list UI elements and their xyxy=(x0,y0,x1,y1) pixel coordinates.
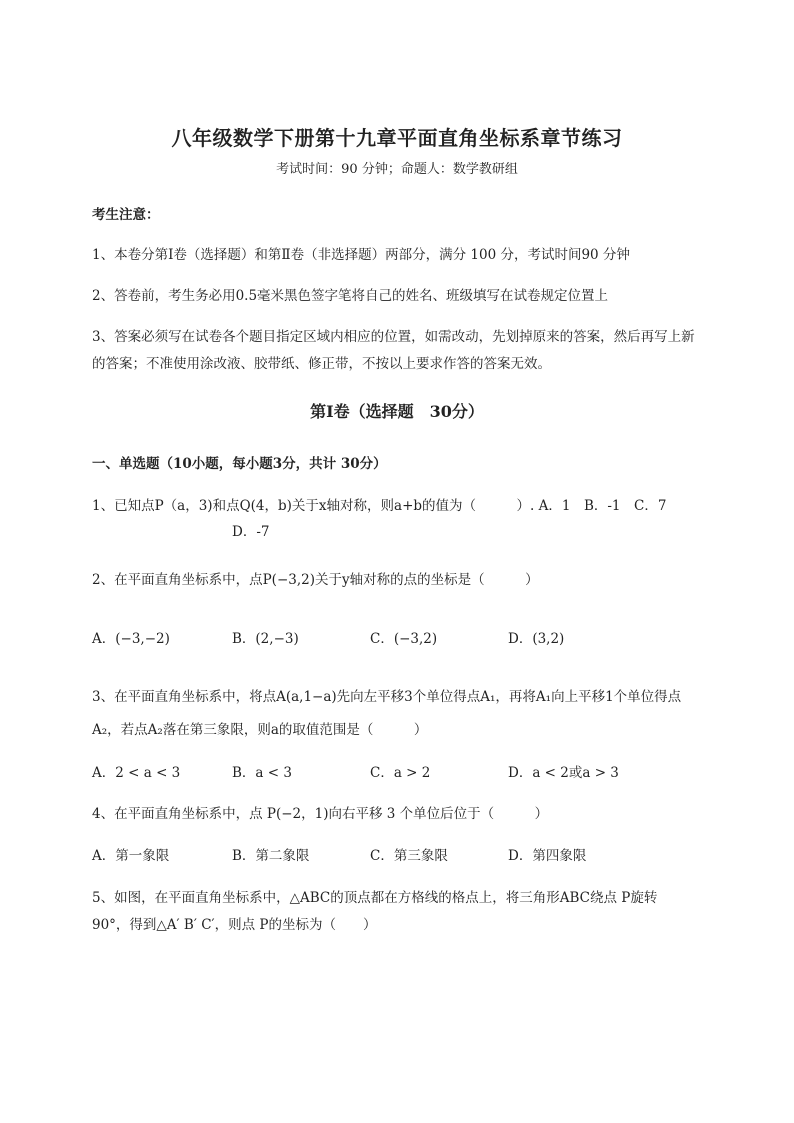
notice-heading: 考生注意： xyxy=(92,207,160,223)
question-3-line-2: A₂，若点A₂落在第三象限，则a的取值范围是（ ） xyxy=(92,722,428,738)
question-3-option-a: A．2 < a < 3 xyxy=(92,765,181,781)
section-title: 第Ⅰ卷（选择题 30分） xyxy=(310,402,484,421)
question-4-option-a: A．第一象限 xyxy=(92,848,170,864)
question-4-option-b: B．第二象限 xyxy=(232,848,310,864)
question-3-option-b: B．a < 3 xyxy=(232,765,292,781)
question-3-option-c: C．a > 2 xyxy=(370,765,431,781)
question-4-option-c: C．第三象限 xyxy=(370,848,448,864)
question-4-stem: 4、在平面直角坐标系中，点 P(−2，1)向右平移 3 个单位后位于（ ） xyxy=(92,806,549,822)
question-3-option-d: D．a < 2或a > 3 xyxy=(508,765,619,781)
page-title: 八年级数学下册第十九章平面直角坐标系章节练习 xyxy=(171,126,623,150)
notice-item-1: 1、本卷分第Ⅰ卷（选择题）和第Ⅱ卷（非选择题）两部分，满分 100 分，考试时间90 分钟 xyxy=(92,247,630,263)
question-1-line-1: 1、已知点P（a，3)和点Q(4，b)关于x轴对称，则a+b的值为（ ）. A．1 B．-1 C．7 xyxy=(92,498,667,514)
question-3-line-1: 3、在平面直角坐标系中，将点A(a,1−a)先向左平移3个单位得点A₁，再将A₁向上平移1个单位得点 xyxy=(92,689,682,705)
part-heading: 一、单选题（10小题，每小题3分，共计 30分） xyxy=(92,456,387,472)
question-2-option-b: B．(2,−3) xyxy=(232,631,299,647)
notice-item-3-line-2: 的答案；不准使用涂改液、胶带纸、修正带，不按以上要求作答的答案无效。 xyxy=(92,356,551,372)
notice-item-3-line-1: 3、答案必须写在试卷各个题目指定区域内相应的位置，如需改动，先划掉原来的答案，然后再写上新 xyxy=(92,329,695,345)
question-2-option-d: D．(3,2) xyxy=(508,631,565,647)
question-5-line-2: 90°，得到△A′ B′ C′，则点 P的坐标为（ ） xyxy=(92,917,377,933)
question-5-line-1: 5、如图，在平面直角坐标系中，△ABC的顶点都在方格线的格点上，将三角形ABC绕点 P旋转 xyxy=(92,890,658,906)
exam-info: 考试时间：90 分钟；命题人：数学教研组 xyxy=(276,162,518,177)
question-1-option-d: D．-7 xyxy=(232,524,270,540)
question-2-stem: 2、在平面直角坐标系中，点P(−3,2)关于y轴对称的点的坐标是（ ） xyxy=(92,572,539,588)
question-2-option-c: C．(−3,2) xyxy=(370,631,438,647)
notice-item-2: 2、答卷前，考生务必用0.5毫米黑色签字笔将自己的姓名、班级填写在试卷规定位置上 xyxy=(92,288,609,304)
question-4-option-d: D．第四象限 xyxy=(508,848,587,864)
question-2-option-a: A．(−3,−2) xyxy=(92,631,170,647)
